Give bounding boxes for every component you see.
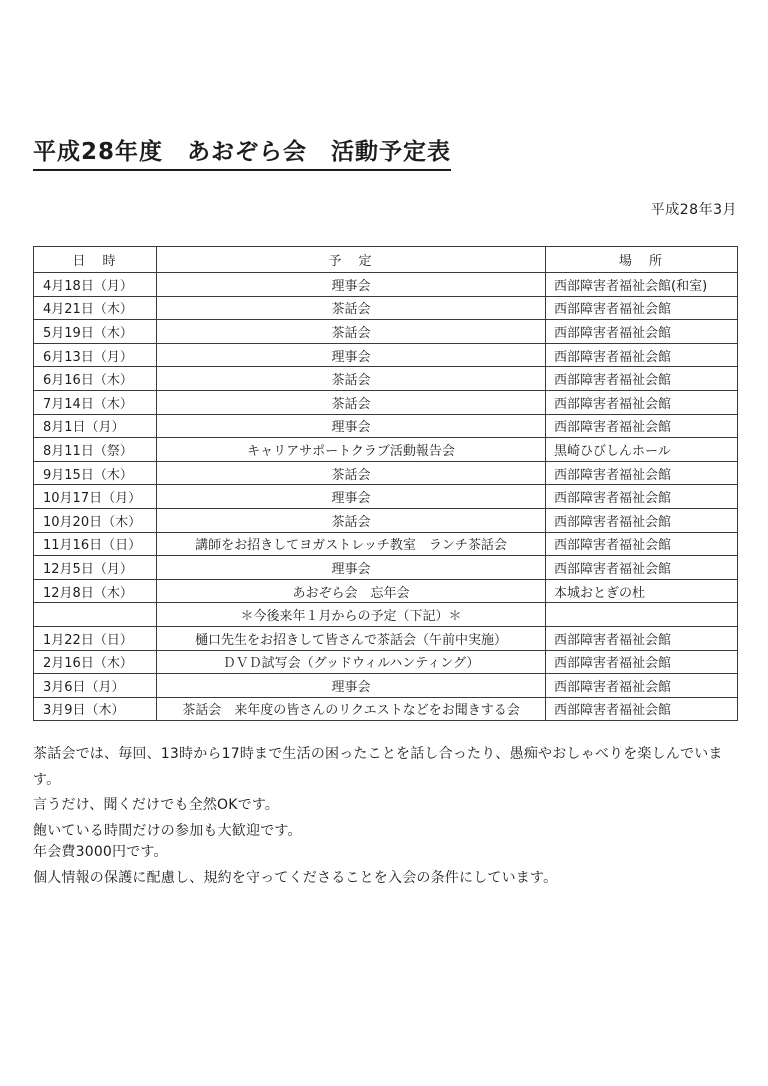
date-cell xyxy=(34,603,157,627)
schedule-table-header xyxy=(34,247,738,273)
schedule-cell: ＤＶＤ試写会（グッドウィルハンティング） xyxy=(157,650,546,674)
date-cell: 10月17日（月） xyxy=(34,485,157,509)
table-row xyxy=(34,508,738,532)
notes-block-2 xyxy=(33,840,745,891)
header-place: 場 所 xyxy=(546,247,738,273)
date-cell: 6月13日（月） xyxy=(34,343,157,367)
table-row xyxy=(34,485,738,509)
table-row xyxy=(34,603,738,627)
date-cell: 4月21日（木） xyxy=(34,296,157,320)
date-cell: 6月16日（木） xyxy=(34,367,157,391)
date-cell: 8月11日（祭） xyxy=(34,438,157,462)
header-date: 日 時 xyxy=(34,247,157,273)
schedule-cell: 講師をお招きしてヨガストレッチ教室 ランチ茶話会 xyxy=(157,532,546,556)
note-line: 茶話会では、毎回、13時から17時まで生活の困ったことを話し合ったり、愚痴やおしゃべりを楽しんでいます。 xyxy=(33,746,723,788)
schedule-cell: 樋口先生をお招きして皆さんで茶話会（午前中実施） xyxy=(157,626,546,650)
table-row xyxy=(34,343,738,367)
schedule-cell: 茶話会 来年度の皆さんのリクエストなどをお聞きする会 xyxy=(157,697,546,721)
table-row xyxy=(34,438,738,462)
schedule-cell: ＊今後来年１月からの予定（下記）＊ xyxy=(157,603,546,627)
schedule-cell: あおぞら会 忘年会 xyxy=(157,579,546,603)
place-cell: 黒崎ひびしんホール xyxy=(546,438,738,462)
table-row xyxy=(34,273,738,297)
date-cell: 9月15日（木） xyxy=(34,461,157,485)
place-cell: 西部障害者福祉会館 xyxy=(546,390,738,414)
place-cell: 西部障害者福祉会館 xyxy=(546,508,738,532)
table-row xyxy=(34,461,738,485)
schedule-cell: 理事会 xyxy=(157,273,546,297)
notes-block-1 xyxy=(33,742,745,844)
table-row xyxy=(34,532,738,556)
schedule-cell: 茶話会 xyxy=(157,508,546,532)
date-cell: 5月19日（木） xyxy=(34,320,157,344)
table-row xyxy=(34,697,738,721)
place-cell xyxy=(546,603,738,627)
schedule-cell: 理事会 xyxy=(157,556,546,580)
date-cell: 10月20日（木） xyxy=(34,508,157,532)
table-row xyxy=(34,650,738,674)
place-cell: 西部障害者福祉会館 xyxy=(546,485,738,509)
schedule-cell: 理事会 xyxy=(157,485,546,509)
note-line: 年会費3000円です。 xyxy=(33,844,168,860)
place-cell: 西部障害者福祉会館 xyxy=(546,414,738,438)
schedule-cell: 理事会 xyxy=(157,414,546,438)
table-row xyxy=(34,390,738,414)
place-cell: 西部障害者福祉会館(和室) xyxy=(546,273,738,297)
place-cell: 西部障害者福祉会館 xyxy=(546,626,738,650)
date-cell: 1月22日（日） xyxy=(34,626,157,650)
schedule-cell: 茶話会 xyxy=(157,296,546,320)
place-cell: 西部障害者福祉会館 xyxy=(546,556,738,580)
table-row xyxy=(34,556,738,580)
date-cell: 4月18日（月） xyxy=(34,273,157,297)
place-cell: 西部障害者福祉会館 xyxy=(546,650,738,674)
schedule-cell: 茶話会 xyxy=(157,461,546,485)
place-cell: 西部障害者福祉会館 xyxy=(546,367,738,391)
header-row xyxy=(34,247,738,273)
date-cell: 3月9日（木） xyxy=(34,697,157,721)
table-row xyxy=(34,674,738,698)
schedule-table-body xyxy=(34,273,738,721)
place-cell: 西部障害者福祉会館 xyxy=(546,674,738,698)
date-cell: 12月8日（木） xyxy=(34,579,157,603)
schedule-cell: 茶話会 xyxy=(157,390,546,414)
table-row xyxy=(34,579,738,603)
note-line: 個人情報の保護に配慮し、規約を守ってくださることを入会の条件にしています。 xyxy=(33,869,558,886)
date-cell: 2月16日（木） xyxy=(34,650,157,674)
table-row xyxy=(34,626,738,650)
table-row xyxy=(34,367,738,391)
table-row xyxy=(34,320,738,344)
schedule-cell: 理事会 xyxy=(157,674,546,698)
place-cell: 西部障害者福祉会館 xyxy=(546,343,738,367)
table-row xyxy=(34,414,738,438)
page-title: 平成28年度 あおぞら会 活動予定表 xyxy=(33,133,451,171)
place-cell: 西部障害者福祉会館 xyxy=(546,697,738,721)
table-row xyxy=(34,296,738,320)
schedule-table xyxy=(33,246,738,721)
schedule-cell: 茶話会 xyxy=(157,320,546,344)
date-cell: 12月5日（月） xyxy=(34,556,157,580)
date-cell: 8月1日（月） xyxy=(34,414,157,438)
date-cell: 11月16日（日） xyxy=(34,532,157,556)
schedule-cell: 茶話会 xyxy=(157,367,546,391)
schedule-cell: キャリアサポートクラブ活動報告会 xyxy=(157,438,546,462)
place-cell: 本城おとぎの杜 xyxy=(546,579,738,603)
place-cell: 西部障害者福祉会館 xyxy=(546,532,738,556)
note-line: 言うだけ、聞くだけでも全然OKです。 xyxy=(33,797,280,813)
place-cell: 西部障害者福祉会館 xyxy=(546,320,738,344)
place-cell: 西部障害者福祉会館 xyxy=(546,461,738,485)
place-cell: 西部障害者福祉会館 xyxy=(546,296,738,320)
issue-date: 平成28年3月 xyxy=(650,202,737,218)
date-cell: 7月14日（木） xyxy=(34,390,157,414)
schedule-cell: 理事会 xyxy=(157,343,546,367)
date-cell: 3月6日（月） xyxy=(34,674,157,698)
header-schedule: 予 定 xyxy=(157,247,546,273)
note-line: 飽いている時間だけの参加も大歓迎です。 xyxy=(33,822,302,839)
